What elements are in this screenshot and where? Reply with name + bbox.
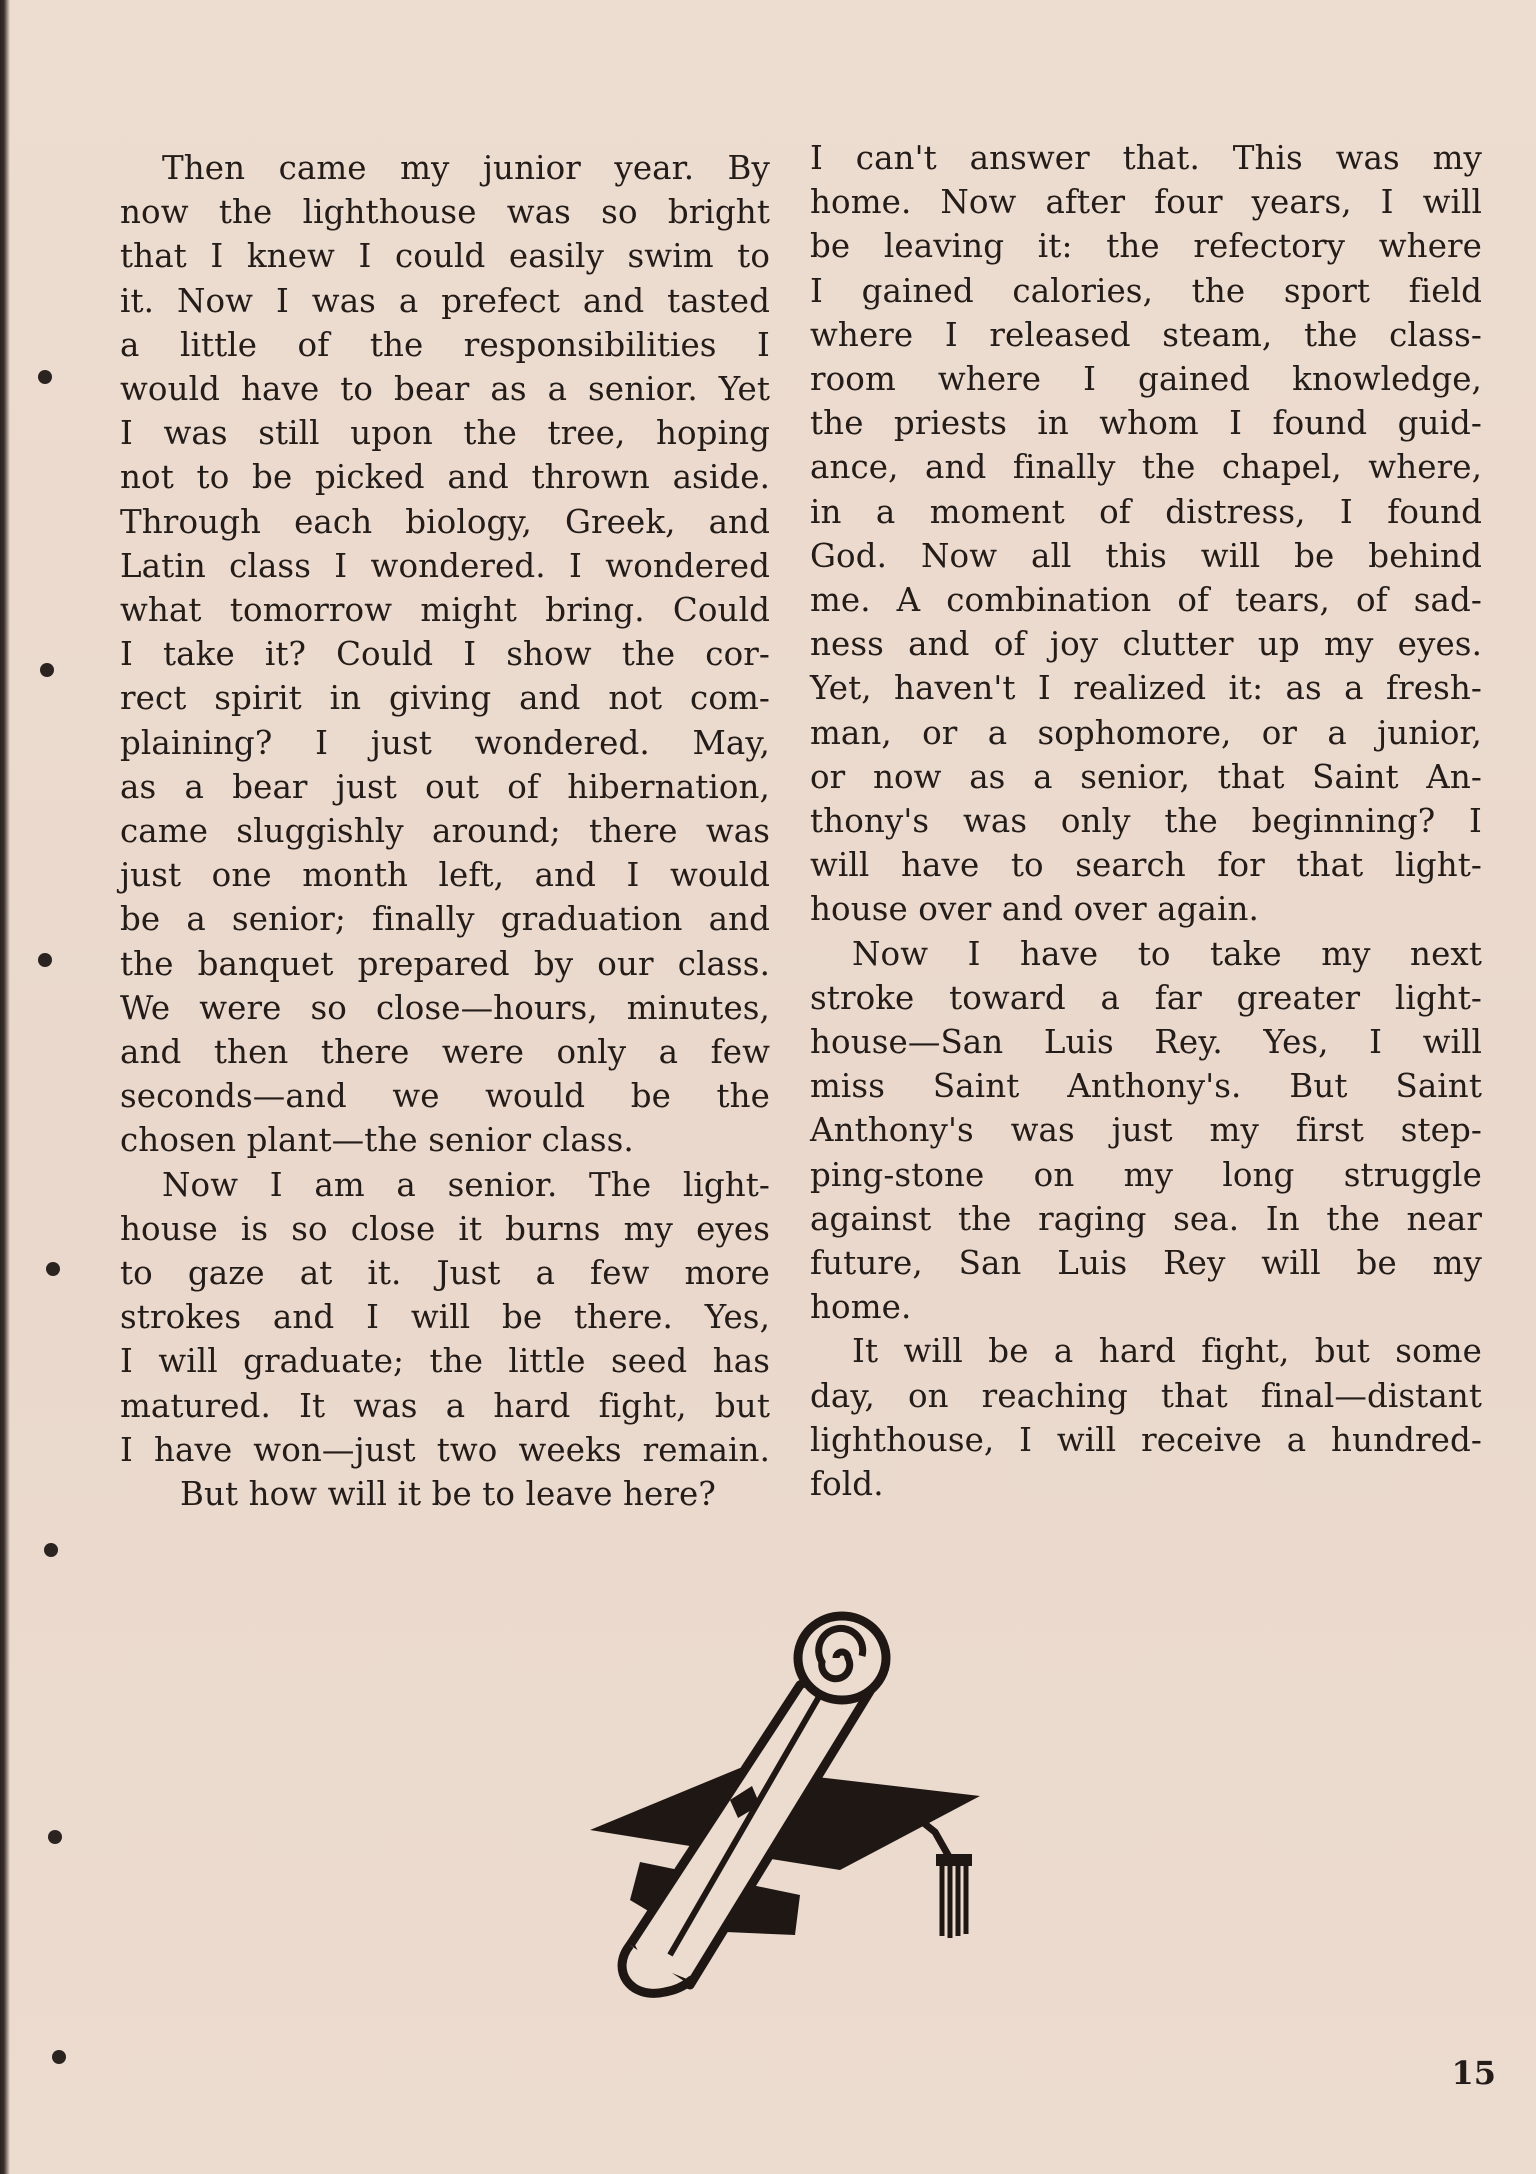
text-line: chosen plant—the senior class.: [120, 1121, 634, 1160]
text-line: day, on reaching that final—distant: [810, 1376, 1482, 1415]
binding-hole: [46, 1262, 60, 1276]
text-line: room where I gained knowledge,: [810, 360, 1482, 399]
binding-hole: [52, 2050, 66, 2064]
text-line: future, San Luis Rey will be my: [810, 1244, 1482, 1283]
text-line: thony's was only the beginning? I: [810, 802, 1482, 841]
text-line: fold.: [810, 1465, 884, 1504]
text-line: Latin class I wondered. I wondered: [120, 546, 770, 585]
text-line: man, or a sophomore, or a junior,: [810, 713, 1482, 752]
text-line: It will be a hard fight, but some: [852, 1332, 1482, 1371]
text-line: what tomorrow might bring. Could: [120, 591, 770, 630]
binding-hole: [44, 1543, 58, 1557]
text-line: that I knew I could easily swim to: [120, 237, 770, 276]
text-line: Yet, haven't I realized it: as a fresh-: [810, 669, 1482, 708]
text-line: against the raging sea. In the near: [810, 1199, 1482, 1238]
text-line: house is so close it burns my eyes: [120, 1209, 770, 1248]
text-line: Through each biology, Greek, and: [120, 502, 770, 541]
text-line: just one month left, and I would: [120, 856, 770, 895]
text-line: came sluggishly around; there was: [120, 812, 770, 851]
text-line: I will graduate; the little seed has: [120, 1342, 770, 1381]
text-line: I take it? Could I show the cor-: [120, 635, 770, 674]
text-line: matured. It was a hard fight, but: [120, 1386, 770, 1425]
text-line: Now I am a senior. The light-: [162, 1165, 770, 1204]
text-line: home. Now after four years, I will: [810, 183, 1482, 222]
text-line: house—San Luis Rey. Yes, I will: [810, 1023, 1482, 1062]
text-line: stroke toward a far greater light-: [810, 978, 1482, 1017]
binding-hole: [48, 1830, 62, 1844]
text-line: I can't answer that. This was my: [810, 139, 1482, 177]
page-binding-edge: [0, 0, 10, 2174]
text-line: now the lighthouse was so bright: [120, 193, 770, 232]
text-line: miss Saint Anthony's. But Saint: [810, 1067, 1482, 1106]
text-line: I was still upon the tree, hoping: [120, 414, 770, 453]
text-line: not to be picked and thrown aside.: [120, 458, 770, 497]
text-line: ness and of joy clutter up my eyes.: [810, 625, 1482, 664]
text-line: lighthouse, I will receive a hundred-: [810, 1420, 1482, 1459]
right-text-column: [810, 136, 1482, 1506]
binding-hole: [38, 953, 52, 967]
text-line: will have to search for that light-: [810, 846, 1482, 885]
text-line: me. A combination of tears, of sad-: [810, 581, 1482, 620]
text-line: plaining? I just wondered. May,: [120, 723, 770, 762]
text-line: home.: [810, 1288, 912, 1327]
page-number: 15: [1451, 2054, 1496, 2092]
text-line: ping-stone on my long struggle: [810, 1155, 1482, 1194]
text-line: house over and over again.: [810, 890, 1259, 929]
text-line: be a senior; finally graduation and: [120, 900, 770, 939]
text-line: rect spirit in giving and not com-: [120, 679, 770, 718]
text-line: as a bear just out of hibernation,: [120, 767, 770, 806]
text-line: a little of the responsibilities I: [120, 325, 770, 364]
text-line: would have to bear as a senior. Yet: [120, 370, 770, 409]
text-line: God. Now all this will be behind: [810, 536, 1482, 575]
text-line: or now as a senior, that Saint An-: [810, 757, 1482, 796]
text-line: ance, and finally the chapel, where,: [810, 448, 1482, 487]
text-line: where I released steam, the class-: [810, 315, 1482, 354]
left-text-column: [120, 146, 770, 1516]
text-line: Anthony's was just my first step-: [810, 1111, 1482, 1150]
binding-hole: [40, 663, 54, 677]
text-line: We were so close—hours, minutes,: [120, 988, 770, 1027]
text-line: be leaving it: the refectory where: [810, 227, 1482, 266]
text-line: in a moment of distress, I found: [810, 492, 1482, 531]
text-line: I gained calories, the sport field: [810, 271, 1482, 310]
text-line: strokes and I will be there. Yes,: [120, 1298, 770, 1337]
text-line: it. Now I was a prefect and tasted: [120, 281, 770, 320]
text-line: But how will it be to leave here?: [180, 1475, 716, 1514]
text-line: the banquet prepared by our class.: [120, 944, 770, 983]
text-line: to gaze at it. Just a few more: [120, 1254, 770, 1293]
text-line: the priests in whom I found guid-: [810, 404, 1482, 443]
text-line: seconds—and we would be the: [120, 1077, 770, 1116]
diploma-scroll-and-mortarboard-icon: [580, 1600, 1060, 2020]
text-line: Now I have to take my next: [852, 934, 1482, 973]
text-line: Then came my junior year. By: [162, 149, 770, 187]
text-line: and then there were only a few: [120, 1033, 770, 1072]
binding-hole: [38, 370, 52, 384]
text-line: I have won—just two weeks remain.: [120, 1430, 770, 1469]
